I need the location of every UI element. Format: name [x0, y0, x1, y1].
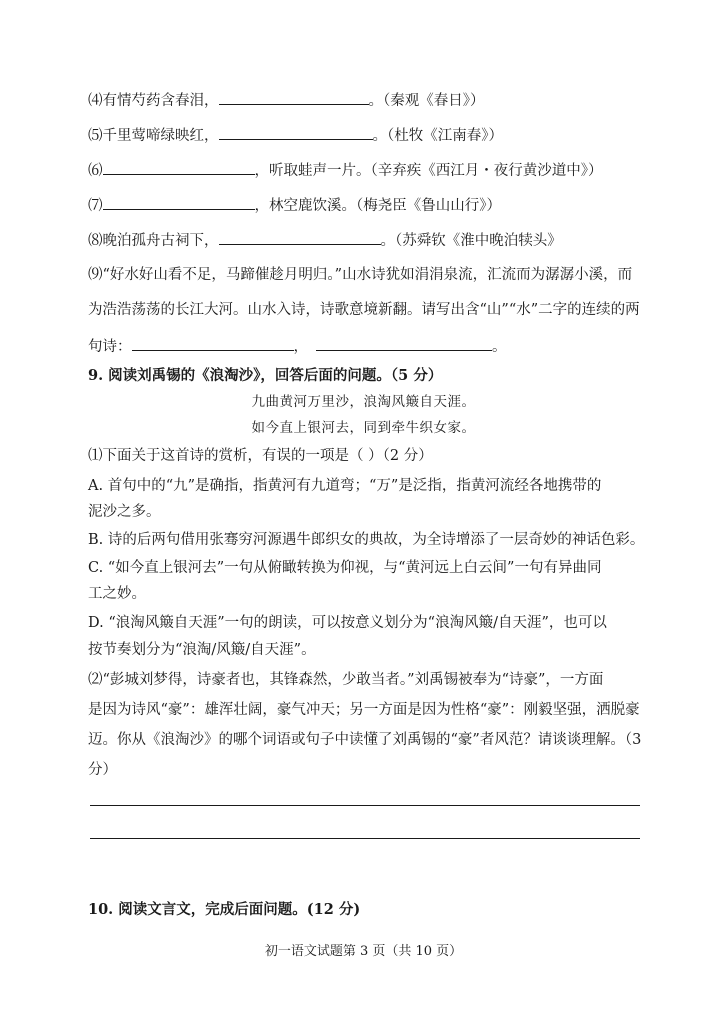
answer-line-1[interactable]	[90, 805, 640, 806]
option-d-line-1: D. “浪淘风簸自天涯”一句的朗读，可以按意义划分为“浪淘风簸/自天涯”，也可以	[88, 615, 607, 631]
line-9-paragraph-a: ⑼“好水好山看不足，马蹄催趁月明归。”山水诗犹如涓涓泉流，汇流而为潺潺小溪，而	[88, 267, 633, 283]
answer-blank-8[interactable]	[219, 230, 381, 245]
page-footer: 初一语文试题第 3 页（共 10 页）	[264, 944, 463, 959]
answer-blank-6[interactable]	[103, 160, 255, 175]
line-7-prefix: ⑺	[88, 198, 103, 214]
option-a-line-2: 泥沙之多。	[88, 504, 161, 520]
question-10-heading: 10. 阅读文言文，完成后面问题。(12 分)	[88, 901, 361, 918]
line-9-paragraph-b: 为浩浩荡荡的长江大河。山水入诗，诗歌意境新翻。请写出含“山”“水”二字的连续的两	[88, 302, 640, 318]
line-8-suffix: 。（苏舜钦《淮中晚泊犊头》	[380, 233, 562, 249]
fill-in-line-6	[88, 160, 669, 181]
answer-blank-9b[interactable]	[316, 336, 492, 351]
question-9-sub2-line-1: ⑵“彭城刘梦得，诗豪者也，其锋森然，少敢当者。”刘禹锡被奉为“诗豪”，一方面	[88, 672, 604, 688]
line-9-separator: ，	[293, 339, 308, 355]
option-d-line-2: 按节奏划分为“浪淘/风簸/自天涯”。	[88, 642, 316, 658]
line-8-prefix: ⑻晚泊孤舟古祠下，	[88, 233, 219, 249]
line-5-prefix: ⑸千里莺啼绿映红，	[88, 128, 219, 144]
option-b: B. 诗的后两句借用张骞穷河源遇牛郎织女的典故，为全诗增添了一层奇妙的神话色彩。	[88, 532, 645, 548]
fill-in-line-9	[88, 336, 669, 357]
question-9-sub2-line-2: 是因为诗风“豪”：雄浑壮阔，豪气冲天；另一方面是因为性格“豪”：刚毅坚强，洒脱豪	[88, 702, 640, 718]
answer-blank-9a[interactable]	[132, 336, 294, 351]
line-6-suffix: ，听取蛙声一片。（辛弃疾《西江月・夜行黄沙道中》）	[254, 163, 603, 179]
question-9-sub1: ⑴下面关于这首诗的赏析，有误的一项是（ ）（2 分）	[88, 448, 433, 464]
fill-in-line-5	[88, 125, 669, 146]
question-9-sub2-line-4: 分）	[88, 762, 117, 778]
option-c-line-2: 工之妙。	[88, 586, 146, 602]
fill-in-line-4	[88, 90, 669, 111]
line-5-suffix: 。（杜牧《江南春》）	[372, 128, 503, 144]
answer-blank-4[interactable]	[219, 90, 369, 105]
poem-line-1: 九曲黄河万里沙，浪淘风簸自天涯。	[251, 394, 476, 410]
line-7-suffix: ，林空鹿饮溪。（梅尧臣《鲁山山行》）	[254, 198, 501, 214]
line-4-prefix: ⑷有情芍药含春泪，	[88, 93, 219, 109]
answer-blank-7[interactable]	[103, 195, 255, 210]
answer-blank-5[interactable]	[219, 125, 373, 140]
line-4-suffix: 。（秦观《春日》）	[368, 93, 485, 109]
option-c-line-1: C. “如今直上银河去”一句从俯瞰转换为仰视，与“黄河远上白云间”一句有异曲同	[88, 560, 602, 576]
option-a-line-1: A. 首句中的“九”是确指，指黄河有九道弯；“万”是泛指，指黄河流经各地携带的	[88, 478, 602, 494]
answer-line-2[interactable]	[90, 838, 640, 839]
fill-in-line-8	[88, 230, 669, 251]
fill-in-line-7	[88, 195, 669, 216]
line-6-prefix: ⑹	[88, 163, 103, 179]
line-9-suffix: 。	[492, 339, 507, 355]
question-9-heading: 9. 阅读刘禹锡的《浪淘沙》，回答后面的问题。（5 分）	[88, 367, 443, 384]
question-9-sub2-line-3: 迈。你从《浪淘沙》的哪个词语或句子中读懂了刘禹锡的“豪”者风范？请谈谈理解。（3	[88, 732, 642, 748]
line-9-prefix: 句诗：	[88, 339, 132, 355]
poem-line-2: 如今直上银河去，同到牵牛织女家。	[251, 420, 476, 436]
